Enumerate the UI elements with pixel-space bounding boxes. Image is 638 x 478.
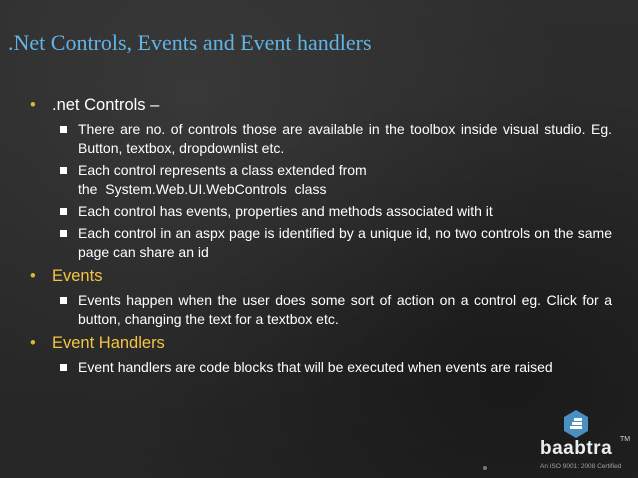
slide-content: [30, 92, 612, 380]
sub-bullet: [58, 224, 612, 262]
square-bullet-icon: [60, 297, 67, 304]
square-bullet-icon: [60, 364, 67, 371]
bullet-dot-icon: •: [30, 96, 36, 114]
sub-bullet: [58, 358, 612, 377]
logo-certification: An ISO 9001: 2008 Certified: [540, 463, 622, 470]
square-bullet-icon: [60, 208, 67, 215]
sub-bullet: [58, 291, 612, 329]
section-heading: Event Handlers: [52, 334, 165, 352]
bullet-dot-icon: •: [30, 267, 36, 285]
baabtra-logo: [540, 408, 634, 476]
sub-bullet: [58, 161, 612, 199]
square-bullet-icon: [60, 167, 67, 174]
sub-bullet-text-continued: the System.Web.UI.WebControls class: [78, 181, 327, 197]
sub-bullet: [58, 202, 612, 221]
square-bullet-icon: [60, 230, 67, 237]
sub-bullet-text: Each control represents a class extended from: [78, 162, 367, 178]
decorative-dot: [483, 466, 487, 470]
sub-bullet-text: Events happen when the user does some sort of action on a control eg. Click for a button, changing the text for a textbox etc.: [78, 292, 612, 327]
sub-bullet-text: Each control has events, properties and methods associated with it: [78, 203, 493, 219]
sub-bullet-text: Event handlers are code blocks that will be executed when events are raised: [78, 359, 553, 375]
bullet-net-controls: [30, 94, 612, 116]
baabtra-logo-icon: [560, 408, 592, 440]
logo-wordmark: baabtra: [540, 438, 613, 459]
sub-bullet-text: Each control in an aspx page is identified by a unique id, no two controls on the same page can share an id: [78, 225, 612, 260]
section-heading: .net Controls –: [52, 96, 160, 114]
bullet-event-handlers: [30, 332, 612, 354]
slide-title: .Net Controls, Events and Event handlers: [8, 30, 372, 55]
logo-trademark: TM: [620, 436, 631, 443]
square-bullet-icon: [60, 126, 67, 133]
sub-bullet-text: There are no. of controls those are available in the toolbox inside visual studio. Eg. Button, textbox, dropdownlist etc.: [78, 121, 612, 156]
sub-bullet: [58, 120, 612, 158]
bullet-dot-icon: •: [30, 334, 36, 352]
section-heading: Events: [52, 267, 103, 285]
bullet-events: [30, 265, 612, 287]
